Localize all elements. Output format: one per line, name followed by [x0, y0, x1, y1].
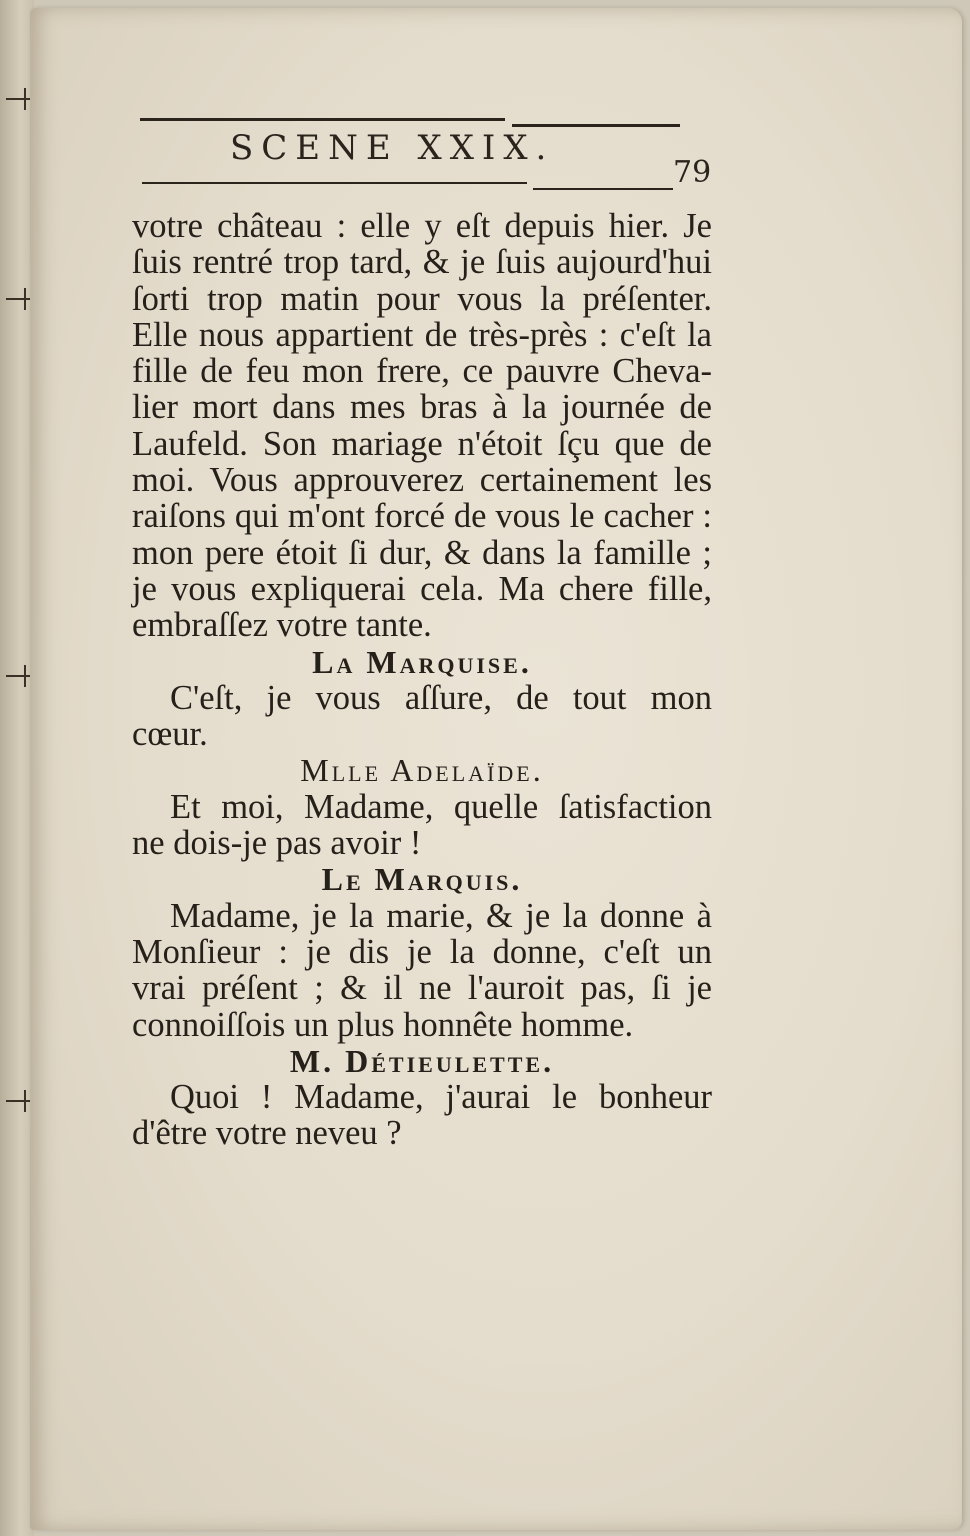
text-line: moi. Vous approuverez certainement les	[132, 461, 712, 500]
dialogue-line: Madame, je la marie, & je la donne à	[170, 896, 712, 935]
text-line: ſorti trop matin pour vous la préſenter.	[132, 279, 712, 318]
text-line: raiſons qui m'ont forcé de vous le cacher :	[132, 497, 712, 536]
text-line: lier mort dans mes bras à la journée de	[132, 388, 712, 427]
speaker-name	[132, 1043, 712, 1079]
speaker-name	[132, 861, 712, 897]
speaker-label: La Marquise.	[312, 643, 532, 680]
speaker-name	[132, 752, 712, 788]
text-line: fille de feu mon frere, ce pauvre Cheva-	[132, 352, 712, 391]
dialogue-line: cœur.	[132, 715, 208, 754]
header-rule-bottom	[142, 182, 527, 184]
text-line: mon pere étoit ſi dur, & dans la famille ;	[132, 533, 712, 572]
book-gutter	[0, 0, 34, 1536]
dialogue-line: C'eſt, je vous aſſure, de tout mon	[170, 678, 712, 717]
text-line: je vous expliquerai cela. Ma chere fille,	[132, 569, 712, 608]
speaker-label: M. Détieulette.	[289, 1042, 555, 1079]
dialogue-line: Quoi ! Madame, j'aurai le bonheur	[170, 1078, 712, 1117]
dialogue-line: connoiſſois un plus honnête homme.	[132, 1005, 634, 1044]
speaker-name	[132, 644, 712, 680]
page-number: 79	[673, 155, 712, 190]
running-header: SCENE XXIX.	[230, 128, 555, 168]
dialogue-line: ne dois-je pas avoir !	[132, 824, 422, 863]
header-rule-bottom	[533, 188, 673, 190]
text-line: votre château : elle y eſt depuis hier. Je	[132, 207, 712, 245]
speaker-label: Le Marquis.	[321, 861, 523, 898]
page-body	[132, 208, 712, 1152]
header-rule-top	[512, 124, 680, 127]
dialogue-line: Monſieur : je dis je la donne, c'eſt un	[132, 932, 712, 971]
header-rule-top	[140, 118, 505, 121]
dialogue-line: vrai préſent ; & il ne l'auroit pas, ſi je	[132, 969, 712, 1008]
text-line: Elle nous appartient de très-près : c'eſt la	[132, 315, 712, 354]
text-line: embraſſez votre tante.	[132, 606, 432, 645]
dialogue-line: Et moi, Madame, quelle ſatisfaction	[170, 787, 712, 826]
speaker-label: Mlle Adelaïde.	[300, 752, 544, 789]
text-line: Laufeld. Son mariage n'étoit ſçu que de	[132, 424, 712, 463]
text-line: ſuis rentré trop tard, & je ſuis aujourd'hui	[132, 243, 712, 282]
dialogue-line: d'être votre neveu ?	[132, 1114, 402, 1153]
